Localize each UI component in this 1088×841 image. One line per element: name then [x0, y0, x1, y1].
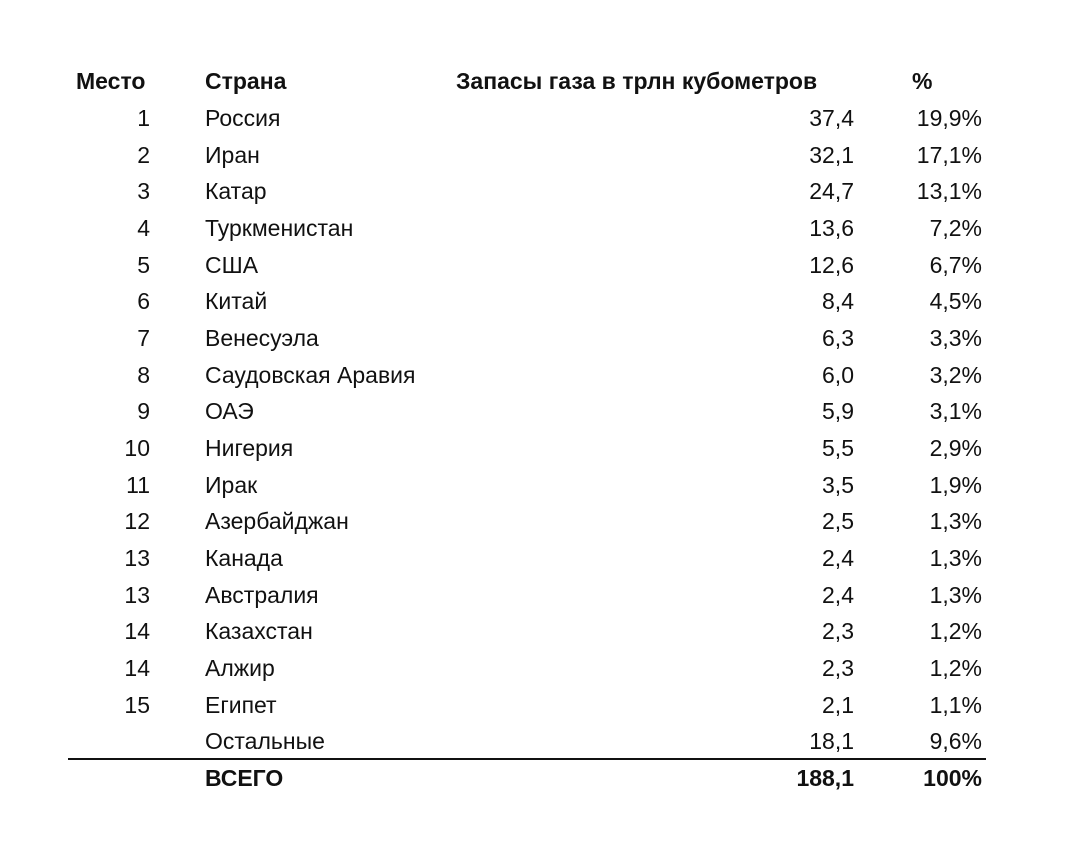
- column-header-percent: %: [912, 68, 933, 94]
- percent-cell: 19,9%: [916, 105, 982, 131]
- reserves-cell: 3,5: [822, 472, 854, 498]
- column-header-country: Страна: [205, 68, 287, 94]
- rank-cell: 12: [124, 508, 150, 534]
- reserves-cell: 2,4: [822, 545, 854, 571]
- reserves-cell: 32,1: [809, 142, 854, 168]
- percent-cell: 6,7%: [929, 252, 982, 278]
- table-row: [0, 723, 1088, 759]
- reserves-cell: 12,6: [809, 252, 854, 278]
- table-header-row: [0, 63, 1088, 99]
- percent-cell: 1,2%: [929, 618, 982, 644]
- country-cell: США: [205, 252, 259, 278]
- rank-cell: 2: [137, 142, 150, 168]
- percent-cell: 3,2%: [929, 362, 982, 388]
- country-cell: Австралия: [205, 582, 319, 608]
- percent-cell: 4,5%: [929, 288, 982, 314]
- country-cell: Казахстан: [205, 618, 313, 644]
- reserves-cell: 8,4: [822, 288, 854, 314]
- column-header-reserves: Запасы газа в трлн кубометров: [456, 68, 818, 94]
- rank-cell: 14: [124, 655, 150, 681]
- rank-cell: 9: [137, 398, 150, 424]
- country-cell: Ирак: [205, 472, 258, 498]
- percent-cell: 7,2%: [929, 215, 982, 241]
- rank-cell: 8: [137, 362, 150, 388]
- reserves-cell: 2,3: [822, 655, 854, 681]
- country-cell: Канада: [205, 545, 283, 571]
- rank-cell: 7: [137, 325, 150, 351]
- reserves-cell: 24,7: [809, 178, 854, 204]
- table-row: [0, 173, 1088, 209]
- rank-cell: 15: [124, 692, 150, 718]
- country-cell: Египет: [205, 692, 277, 718]
- total-percent: 100%: [923, 765, 982, 791]
- column-header-rank: Место: [76, 68, 146, 94]
- table-row: [0, 393, 1088, 429]
- country-cell: Остальные: [205, 728, 325, 754]
- country-cell: Катар: [205, 178, 267, 204]
- rank-cell: 13: [124, 582, 150, 608]
- table-row: [0, 100, 1088, 136]
- percent-cell: 1,1%: [929, 692, 982, 718]
- percent-cell: 1,3%: [929, 545, 982, 571]
- reserves-cell: 6,0: [822, 362, 854, 388]
- percent-cell: 1,2%: [929, 655, 982, 681]
- percent-cell: 1,3%: [929, 508, 982, 534]
- country-cell: Венесуэла: [205, 325, 319, 351]
- percent-cell: 13,1%: [916, 178, 982, 204]
- reserves-cell: 13,6: [809, 215, 854, 241]
- reserves-cell: 5,9: [822, 398, 854, 424]
- table-row: [0, 247, 1088, 283]
- total-label: ВСЕГО: [205, 765, 284, 791]
- total-row: [0, 760, 1088, 796]
- reserves-cell: 2,3: [822, 618, 854, 644]
- percent-cell: 2,9%: [929, 435, 982, 461]
- table-row: [0, 613, 1088, 649]
- table-row: [0, 283, 1088, 319]
- percent-cell: 9,6%: [929, 728, 982, 754]
- country-cell: Азербайджан: [205, 508, 349, 534]
- country-cell: Китай: [205, 288, 268, 314]
- rank-cell: 13: [124, 545, 150, 571]
- reserves-cell: 2,4: [822, 582, 854, 608]
- rank-cell: 1: [137, 105, 150, 131]
- reserves-cell: 37,4: [809, 105, 854, 131]
- reserves-cell: 18,1: [809, 728, 854, 754]
- table-row: [0, 467, 1088, 503]
- table-row: [0, 687, 1088, 723]
- percent-cell: 1,3%: [929, 582, 982, 608]
- country-cell: Россия: [205, 105, 281, 131]
- table-row: [0, 540, 1088, 576]
- country-cell: Туркменистан: [205, 215, 354, 241]
- rank-cell: 10: [124, 435, 150, 461]
- table-row: [0, 503, 1088, 539]
- rank-cell: 5: [137, 252, 150, 278]
- table-row: [0, 137, 1088, 173]
- reserves-cell: 5,5: [822, 435, 854, 461]
- rank-cell: 4: [137, 215, 150, 241]
- country-cell: Иран: [205, 142, 260, 168]
- country-cell: Саудовская Аравия: [205, 362, 416, 388]
- rank-cell: 3: [137, 178, 150, 204]
- country-cell: Алжир: [205, 655, 275, 681]
- reserves-cell: 2,1: [822, 692, 854, 718]
- table-row: [0, 357, 1088, 393]
- table-row: [0, 210, 1088, 246]
- rank-cell: 11: [126, 472, 150, 498]
- total-reserves: 188,1: [796, 765, 854, 791]
- table-row: [0, 577, 1088, 613]
- percent-cell: 3,1%: [929, 398, 982, 424]
- percent-cell: 17,1%: [916, 142, 982, 168]
- percent-cell: 1,9%: [929, 472, 982, 498]
- reserves-cell: 6,3: [822, 325, 854, 351]
- table-row: [0, 430, 1088, 466]
- rank-cell: 6: [137, 288, 150, 314]
- table-row: [0, 320, 1088, 356]
- percent-cell: 3,3%: [929, 325, 982, 351]
- country-cell: Нигерия: [205, 435, 294, 461]
- country-cell: ОАЭ: [205, 398, 254, 424]
- rank-cell: 14: [124, 618, 150, 644]
- table-row: [0, 650, 1088, 686]
- reserves-cell: 2,5: [822, 508, 854, 534]
